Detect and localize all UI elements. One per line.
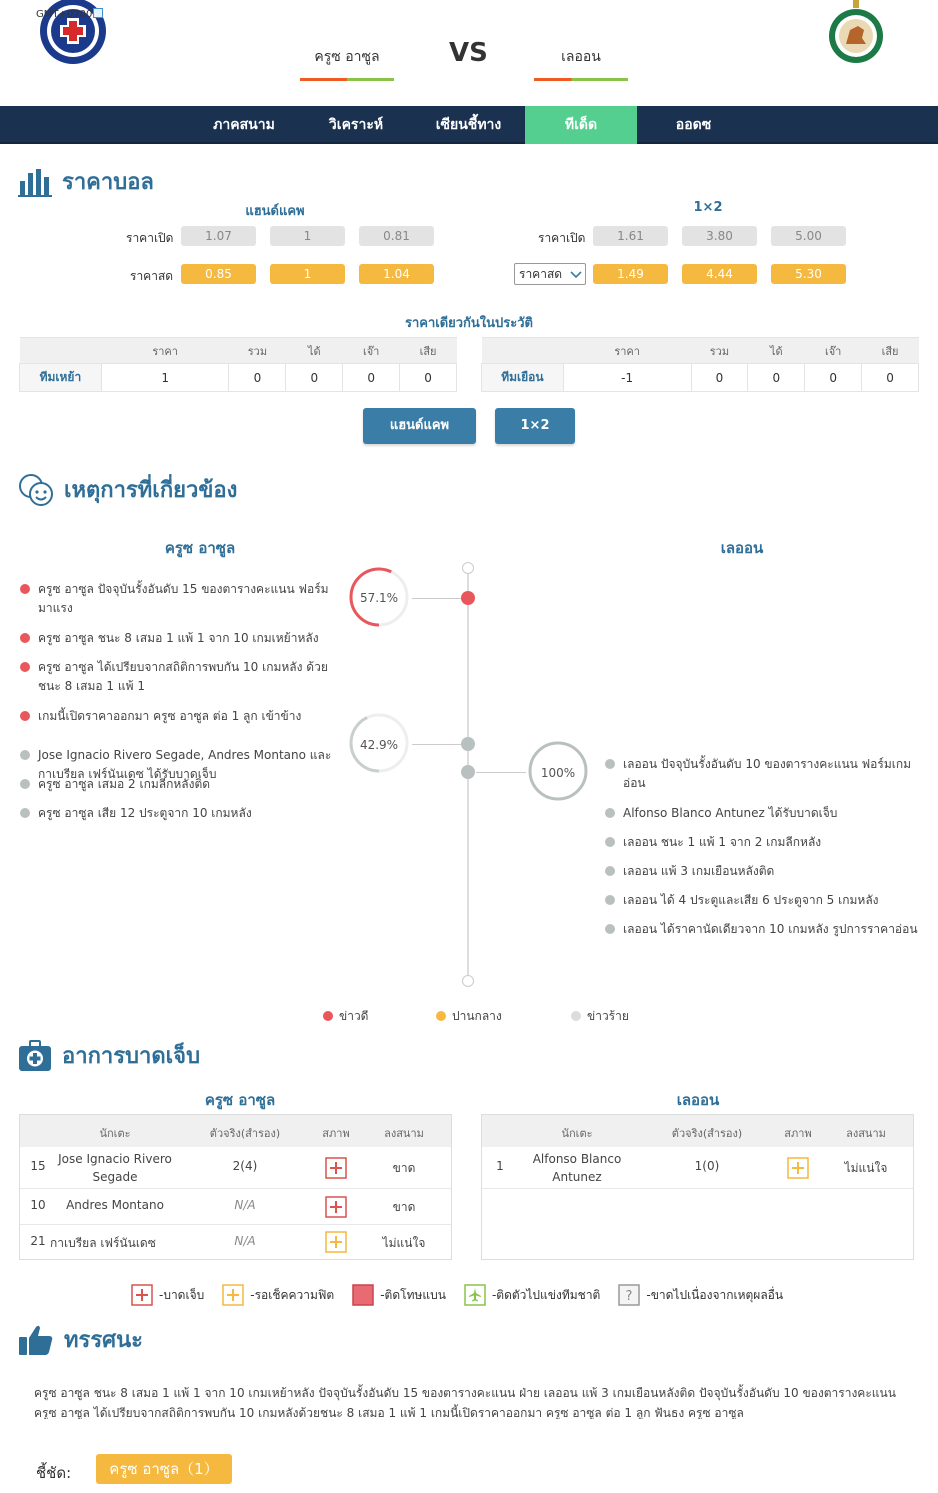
col-price: ราคา bbox=[101, 338, 229, 364]
home-team-name[interactable]: ครูซ อาซูล bbox=[300, 46, 394, 81]
events-away-team: เลออน bbox=[720, 539, 764, 557]
suspended-icon bbox=[352, 1284, 374, 1306]
home-history-table bbox=[19, 337, 457, 392]
tab-experts[interactable]: เซียนชี้ทาง bbox=[435, 117, 502, 133]
away-team-logo bbox=[828, 0, 884, 66]
away-injury-table bbox=[481, 1114, 914, 1260]
home-bad-event: Jose Ignacio Rivero Segade, Andres Montano และ กาเบรียล เฟร์นันเดซ ได้รับบาดเจ็บ bbox=[38, 746, 336, 784]
handicap-title: แฮนด์แคพ bbox=[245, 204, 305, 219]
home-bad-event: ครูซ อาซูล เสีย 12 ประตูจาก 10 เกมหลัง bbox=[38, 804, 336, 823]
injury-legend bbox=[131, 1284, 801, 1306]
away-team-name[interactable]: เลออน bbox=[534, 46, 628, 81]
table-row: ทีมเหย้า 1 0 0 0 0 bbox=[20, 364, 457, 392]
timeline-node bbox=[461, 737, 475, 751]
home-good-event: ครูซ อาซูล ชนะ 8 เสมอ 1 แพ้ 1 จาก 10 เกมเหย้าหลัง bbox=[38, 629, 336, 648]
legend-item: ? -ขาดไปเนื่องจากเหตุผลอื่น bbox=[618, 1284, 783, 1306]
handicap-close-away: 1.04 bbox=[359, 264, 434, 284]
home-team-bar bbox=[300, 78, 394, 81]
1x2-open-draw: 3.80 bbox=[682, 226, 757, 246]
events-section-title: เหตุการที่เกี่ยวข้อง bbox=[18, 472, 237, 507]
home-good-event: เกมนี้เปิดราคาออกมา ครูซ อาซูล ต่อ 1 ลูก เข้าข้าง bbox=[38, 707, 336, 726]
away-bad-event: เลออน แพ้ 3 เกมเยือนหลังติด bbox=[623, 862, 921, 881]
versus-label: VS bbox=[449, 38, 488, 68]
handicap-close-label: ราคาสด bbox=[130, 269, 174, 283]
col-draw: เจ๊า bbox=[343, 338, 400, 364]
table-header: นักเตะ ตัวจริง(สำรอง) สภาพ ลงสนาม bbox=[482, 1115, 913, 1147]
timezone-icon[interactable] bbox=[93, 8, 103, 18]
bar-chart-icon bbox=[18, 167, 52, 197]
table-row: 1 Alfonso Blanco Antunez 1(0) ไม่แน่ใจ bbox=[482, 1147, 913, 1189]
fitness-check-icon bbox=[222, 1284, 244, 1306]
home-bad-pct: 42.9% bbox=[359, 738, 399, 752]
fitness-check-icon bbox=[787, 1157, 809, 1179]
away-bad-event: เลออน ปัจจุบันรั้งอันดับ 10 ของตารางคะแนน ฟอร์มเกมอ่อน bbox=[623, 755, 921, 793]
handicap-open-label: ราคาเปิด bbox=[126, 231, 174, 245]
legend-item: -ติดโทษแบน bbox=[352, 1284, 446, 1306]
away-bad-event: เลออน ชนะ 1 แพ้ 1 จาก 2 เกมลีกหลัง bbox=[623, 833, 921, 852]
home-good-event: ครูซ อาซูล ปัจจุบันรั้งอันดับ 15 ของตารางคะแนน ฟอร์มมาแรง bbox=[38, 580, 336, 618]
injuries-away-team: เลออน bbox=[676, 1091, 720, 1109]
pick-label: ชี้ชัด: bbox=[36, 1464, 72, 1482]
tab-odds[interactable]: ออดซ bbox=[675, 117, 712, 133]
home-good-pct: 57.1% bbox=[359, 591, 399, 605]
tab-tips[interactable]: ทีเด็ด bbox=[525, 106, 637, 144]
handicap-close-line: 1 bbox=[270, 264, 345, 284]
1x2-close-home: 1.49 bbox=[593, 264, 668, 284]
legend-item: -ติดตัวไปแข่งทีมชาติ bbox=[464, 1284, 600, 1306]
table-row: 15 Jose Ignacio Rivero Segade 2(4) ขาด bbox=[20, 1147, 451, 1189]
smiley-icon bbox=[18, 473, 54, 507]
col-loss: เสีย bbox=[400, 338, 457, 364]
timeline-node bbox=[461, 591, 475, 605]
away-bad-pct: 100% bbox=[540, 766, 576, 780]
history-title: ราคาเดียวกันในประวัติ bbox=[404, 316, 534, 331]
handicap-open-home: 1.07 bbox=[181, 226, 256, 246]
player-name[interactable]: Alfonso Blanco Antunez bbox=[532, 1152, 622, 1184]
1x2-close-away: 5.30 bbox=[771, 264, 846, 284]
events-home-team: ครูซ อาซูล bbox=[164, 539, 236, 557]
question-icon bbox=[618, 1284, 640, 1306]
away-row-label: ทีมเยือน bbox=[482, 364, 564, 392]
table-row: 10 Andres Montano N/A ขาด bbox=[20, 1189, 451, 1225]
col-total: รวม bbox=[229, 338, 286, 364]
away-team-bar bbox=[534, 78, 628, 81]
1x2-open-label: ราคาเปิด bbox=[538, 231, 586, 245]
match-header bbox=[0, 0, 938, 106]
timeline-start bbox=[462, 562, 474, 574]
tab-analysis[interactable]: วิเคราะห์ bbox=[328, 117, 384, 133]
opinion-section-title: ทรรศนะ bbox=[18, 1322, 143, 1357]
odds-section-title: ราคาบอล bbox=[18, 164, 154, 199]
pick-badge[interactable]: ครูซ อาซูล（1） bbox=[96, 1454, 232, 1484]
legend-bad: ข่าวร้าย bbox=[571, 1007, 629, 1026]
timeline-end bbox=[462, 975, 474, 987]
injuries-section-title: อาการบาดเจ็บ bbox=[18, 1038, 200, 1073]
timeline-node bbox=[461, 765, 475, 779]
handicap-button[interactable]: แฮนด์แคพ bbox=[363, 408, 476, 444]
home-bad-event: ครูซ อาซูล เสมอ 2 เกมลีกหลังติด bbox=[38, 775, 336, 794]
legend-item: -รอเช็คความฟิต bbox=[222, 1284, 334, 1306]
airplane-icon bbox=[464, 1284, 486, 1306]
table-row: ทีมเยือน -1 0 0 0 0 bbox=[482, 364, 919, 392]
1x2-title: 1×2 bbox=[693, 200, 723, 215]
injured-icon bbox=[325, 1196, 347, 1218]
home-injury-table bbox=[19, 1114, 452, 1260]
1x2-open-away: 5.00 bbox=[771, 226, 846, 246]
timezone-label[interactable]: GMT+0700 bbox=[36, 8, 103, 20]
handicap-open-line: 1 bbox=[270, 226, 345, 246]
away-history-table: ราคา รวม ได้ เจ๊า เสีย ทีมเยือน -1 0 0 0 0 bbox=[481, 337, 919, 392]
medical-kit-icon bbox=[18, 1040, 52, 1072]
tab-field[interactable]: ภาคสนาม bbox=[213, 117, 275, 133]
away-bad-event: เลออน ได้ราคานัดเดียวจาก 10 เกมหลัง รูปการราคาอ่อน bbox=[623, 920, 921, 939]
svg-text:?: ? bbox=[625, 1289, 633, 1304]
home-good-event: ครูซ อาซูล ได้เปรียบจากสถิติการพบกัน 10 เกมหลัง ด้วยชนะ 8 เสมอ 1 แพ้ 1 bbox=[38, 658, 336, 696]
opinion-text: ครูซ อาซูล ชนะ 8 เสมอ 1 แพ้ 1 จาก 10 เกมเหย้าหลัง ปัจจุบันรั้งอันดับ 15 ของตารางคะแนน ฝ่าย เลออน แพ้ 3 เกมเยือนหลังติด ปัจจุบันรั้งอันดับ 10 ของตารางคะแนน ครูซ อาซูล ได้เปรียบจากสถิติการพบกัน 10 เกมหลังด้วยชนะ 8 เสมอ 1 แพ้ 1 เกมนี้เปิดราคาออกมา ครูซ อาซูล ต่อ 1 ลูก ฟันธง ครูซ อาซูล bbox=[34, 1386, 896, 1419]
injuries-home-team: ครูซ อาซูล bbox=[204, 1091, 276, 1109]
player-name[interactable]: กาเบรียล เฟร์นันเดซ bbox=[50, 1236, 156, 1250]
table-row: 21 กาเบรียล เฟร์นันเดซ N/A ไม่แน่ใจ bbox=[20, 1225, 451, 1259]
handicap-close-home: 0.85 bbox=[181, 264, 256, 284]
injured-icon bbox=[325, 1157, 347, 1179]
col-win: ได้ bbox=[286, 338, 343, 364]
fitness-check-icon bbox=[325, 1231, 347, 1253]
chevron-down-icon bbox=[570, 268, 582, 280]
table-header: นักเตะ ตัวจริง(สำรอง) สภาพ ลงสนาม bbox=[20, 1115, 451, 1147]
away-bad-event: Alfonso Blanco Antunez ได้รับบาดเจ็บ bbox=[623, 804, 921, 823]
player-name[interactable]: Jose Ignacio Rivero Segade bbox=[58, 1152, 172, 1184]
1x2-button[interactable]: 1×2 bbox=[495, 408, 575, 444]
handicap-open-away: 0.81 bbox=[359, 226, 434, 246]
legend-item: -บาดเจ็บ bbox=[131, 1284, 204, 1306]
1x2-close-draw: 4.44 bbox=[682, 264, 757, 284]
thumbs-up-icon bbox=[18, 1323, 54, 1357]
legend-good: ข่าวดี bbox=[323, 1007, 368, 1026]
legend-medium: ปานกลาง bbox=[436, 1007, 502, 1026]
player-name[interactable]: Andres Montano bbox=[66, 1198, 164, 1212]
1x2-open-home: 1.61 bbox=[593, 226, 668, 246]
away-bad-event: เลออน ได้ 4 ประตูและเสีย 6 ประตูจาก 5 เกมหลัง bbox=[623, 891, 921, 910]
injured-icon bbox=[131, 1284, 153, 1306]
odds-type-select[interactable]: ราคาสด bbox=[514, 263, 586, 285]
home-row-label: ทีมเหย้า bbox=[20, 364, 102, 392]
main-nav bbox=[0, 106, 938, 144]
